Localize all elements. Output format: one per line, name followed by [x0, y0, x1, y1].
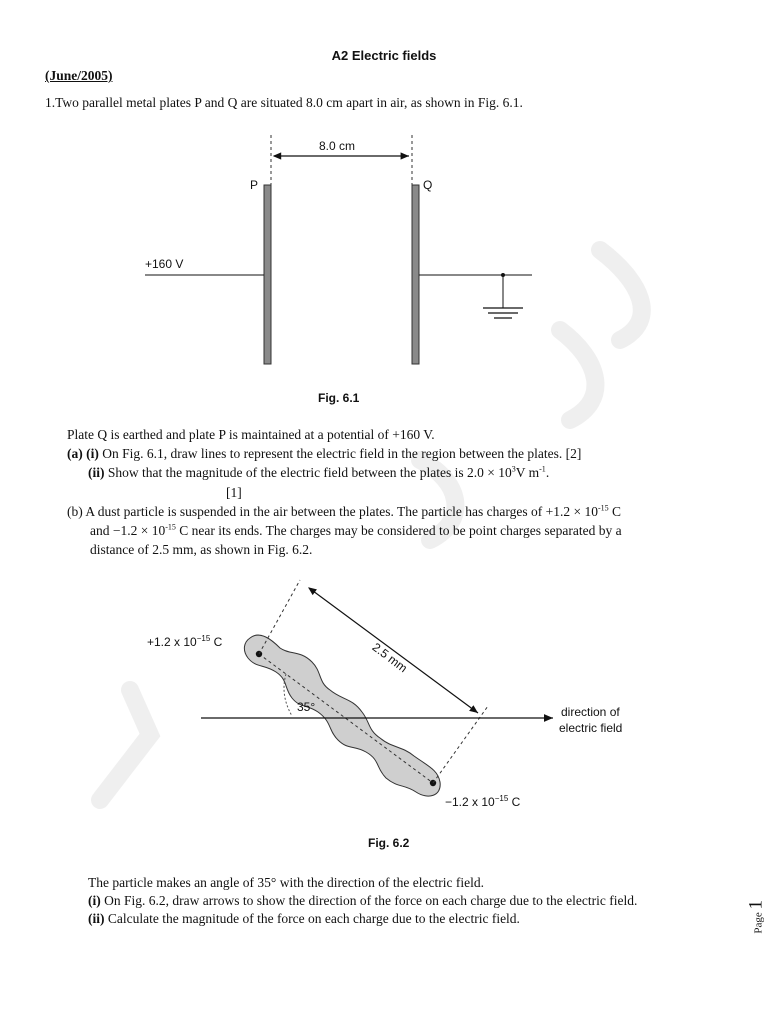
positive-charge-base: +1.2 x 10 — [147, 635, 197, 649]
part-a-intro: Plate Q is earthed and plate P is maintained at a potential of +160 V. — [67, 427, 435, 442]
field-label-line2: electric field — [559, 721, 623, 735]
angle-label: 35° — [297, 700, 316, 714]
part-a-ii-end: . — [545, 465, 550, 480]
part-c-i — [88, 891, 637, 910]
part-a-i-text: On Fig. 6.1, draw lines to represent the electric field in the region between the plates. [2] — [98, 446, 582, 461]
voltage-label: +160 V — [145, 257, 184, 271]
part-b-line1-text: (b) A dust particle is suspended in the air between the plates. The particle has charges of +1.2 × 10 — [67, 504, 598, 519]
positive-charge-label — [147, 635, 222, 649]
distance-label-fig61: 8.0 cm — [319, 139, 356, 153]
part-c-ii-label: (ii) — [88, 911, 105, 926]
extension-line-1 — [259, 580, 300, 654]
positive-charge-unit: C — [210, 635, 223, 649]
negative-charge-unit: C — [508, 795, 521, 809]
part-b-line3: distance of 2.5 mm, as shown in Fig. 6.2. — [90, 542, 313, 557]
fig61-caption: Fig. 6.1 — [318, 391, 360, 405]
question-1-intro: 1.Two parallel metal plates P and Q are situated 8.0 cm apart in air, as shown in Fig. 6.1. — [45, 95, 523, 110]
part-a-ii-exp2: -1 — [539, 464, 546, 474]
part-b-line2-rest: C near its ends. The charges may be considered to be point charges separated by a — [175, 523, 622, 538]
negative-charge-base: −1.2 x 10 — [445, 795, 495, 809]
exam-date: (June/2005) — [45, 68, 113, 83]
page-word: Page — [753, 912, 765, 934]
part-c-ii-text: Calculate the magnitude of the force on each charge due to the electric field. — [104, 911, 520, 926]
part-b-line2-text: and −1.2 × 10 — [90, 523, 166, 538]
page-title: A2 Electric fields — [331, 48, 437, 63]
distance-label-fig62: 2.5 mm — [369, 640, 410, 676]
negative-charge-exp: −15 — [494, 794, 509, 803]
page-number — [746, 900, 768, 934]
part-c-ii — [88, 909, 520, 928]
part-b-line1-unit: C — [608, 504, 622, 519]
part-a-ii-unit: V m — [515, 465, 540, 480]
part-a-ii-label: (ii) — [88, 465, 105, 480]
part-c-i-text: On Fig. 6.2, draw arrows to show the direction of the force on each charge due to the electric field. — [100, 893, 638, 908]
plate-q-label: Q — [423, 178, 433, 192]
part-a-ii-mark: [1] — [226, 485, 242, 500]
part-c-intro: The particle makes an angle of 35° with the direction of the electric field. — [88, 875, 484, 890]
field-label-line1: direction of — [561, 705, 620, 719]
positive-charge-exp: −15 — [196, 634, 211, 643]
fig62-caption: Fig. 6.2 — [368, 836, 410, 850]
part-a-i-label: (a) (i) — [67, 446, 99, 461]
negative-charge-label — [445, 795, 520, 809]
plate-p-label: P — [250, 178, 259, 192]
part-c-i-label: (i) — [88, 893, 101, 908]
part-a-ii-exp: 3 — [511, 464, 516, 474]
part-b-line2-exp: -15 — [165, 522, 176, 532]
part-a-ii-text: Show that the magnitude of the electric field between the plates is 2.0 × 10 — [104, 465, 512, 480]
part-b-line1-exp: -15 — [597, 503, 609, 513]
page-number-value: 1 — [746, 900, 767, 910]
